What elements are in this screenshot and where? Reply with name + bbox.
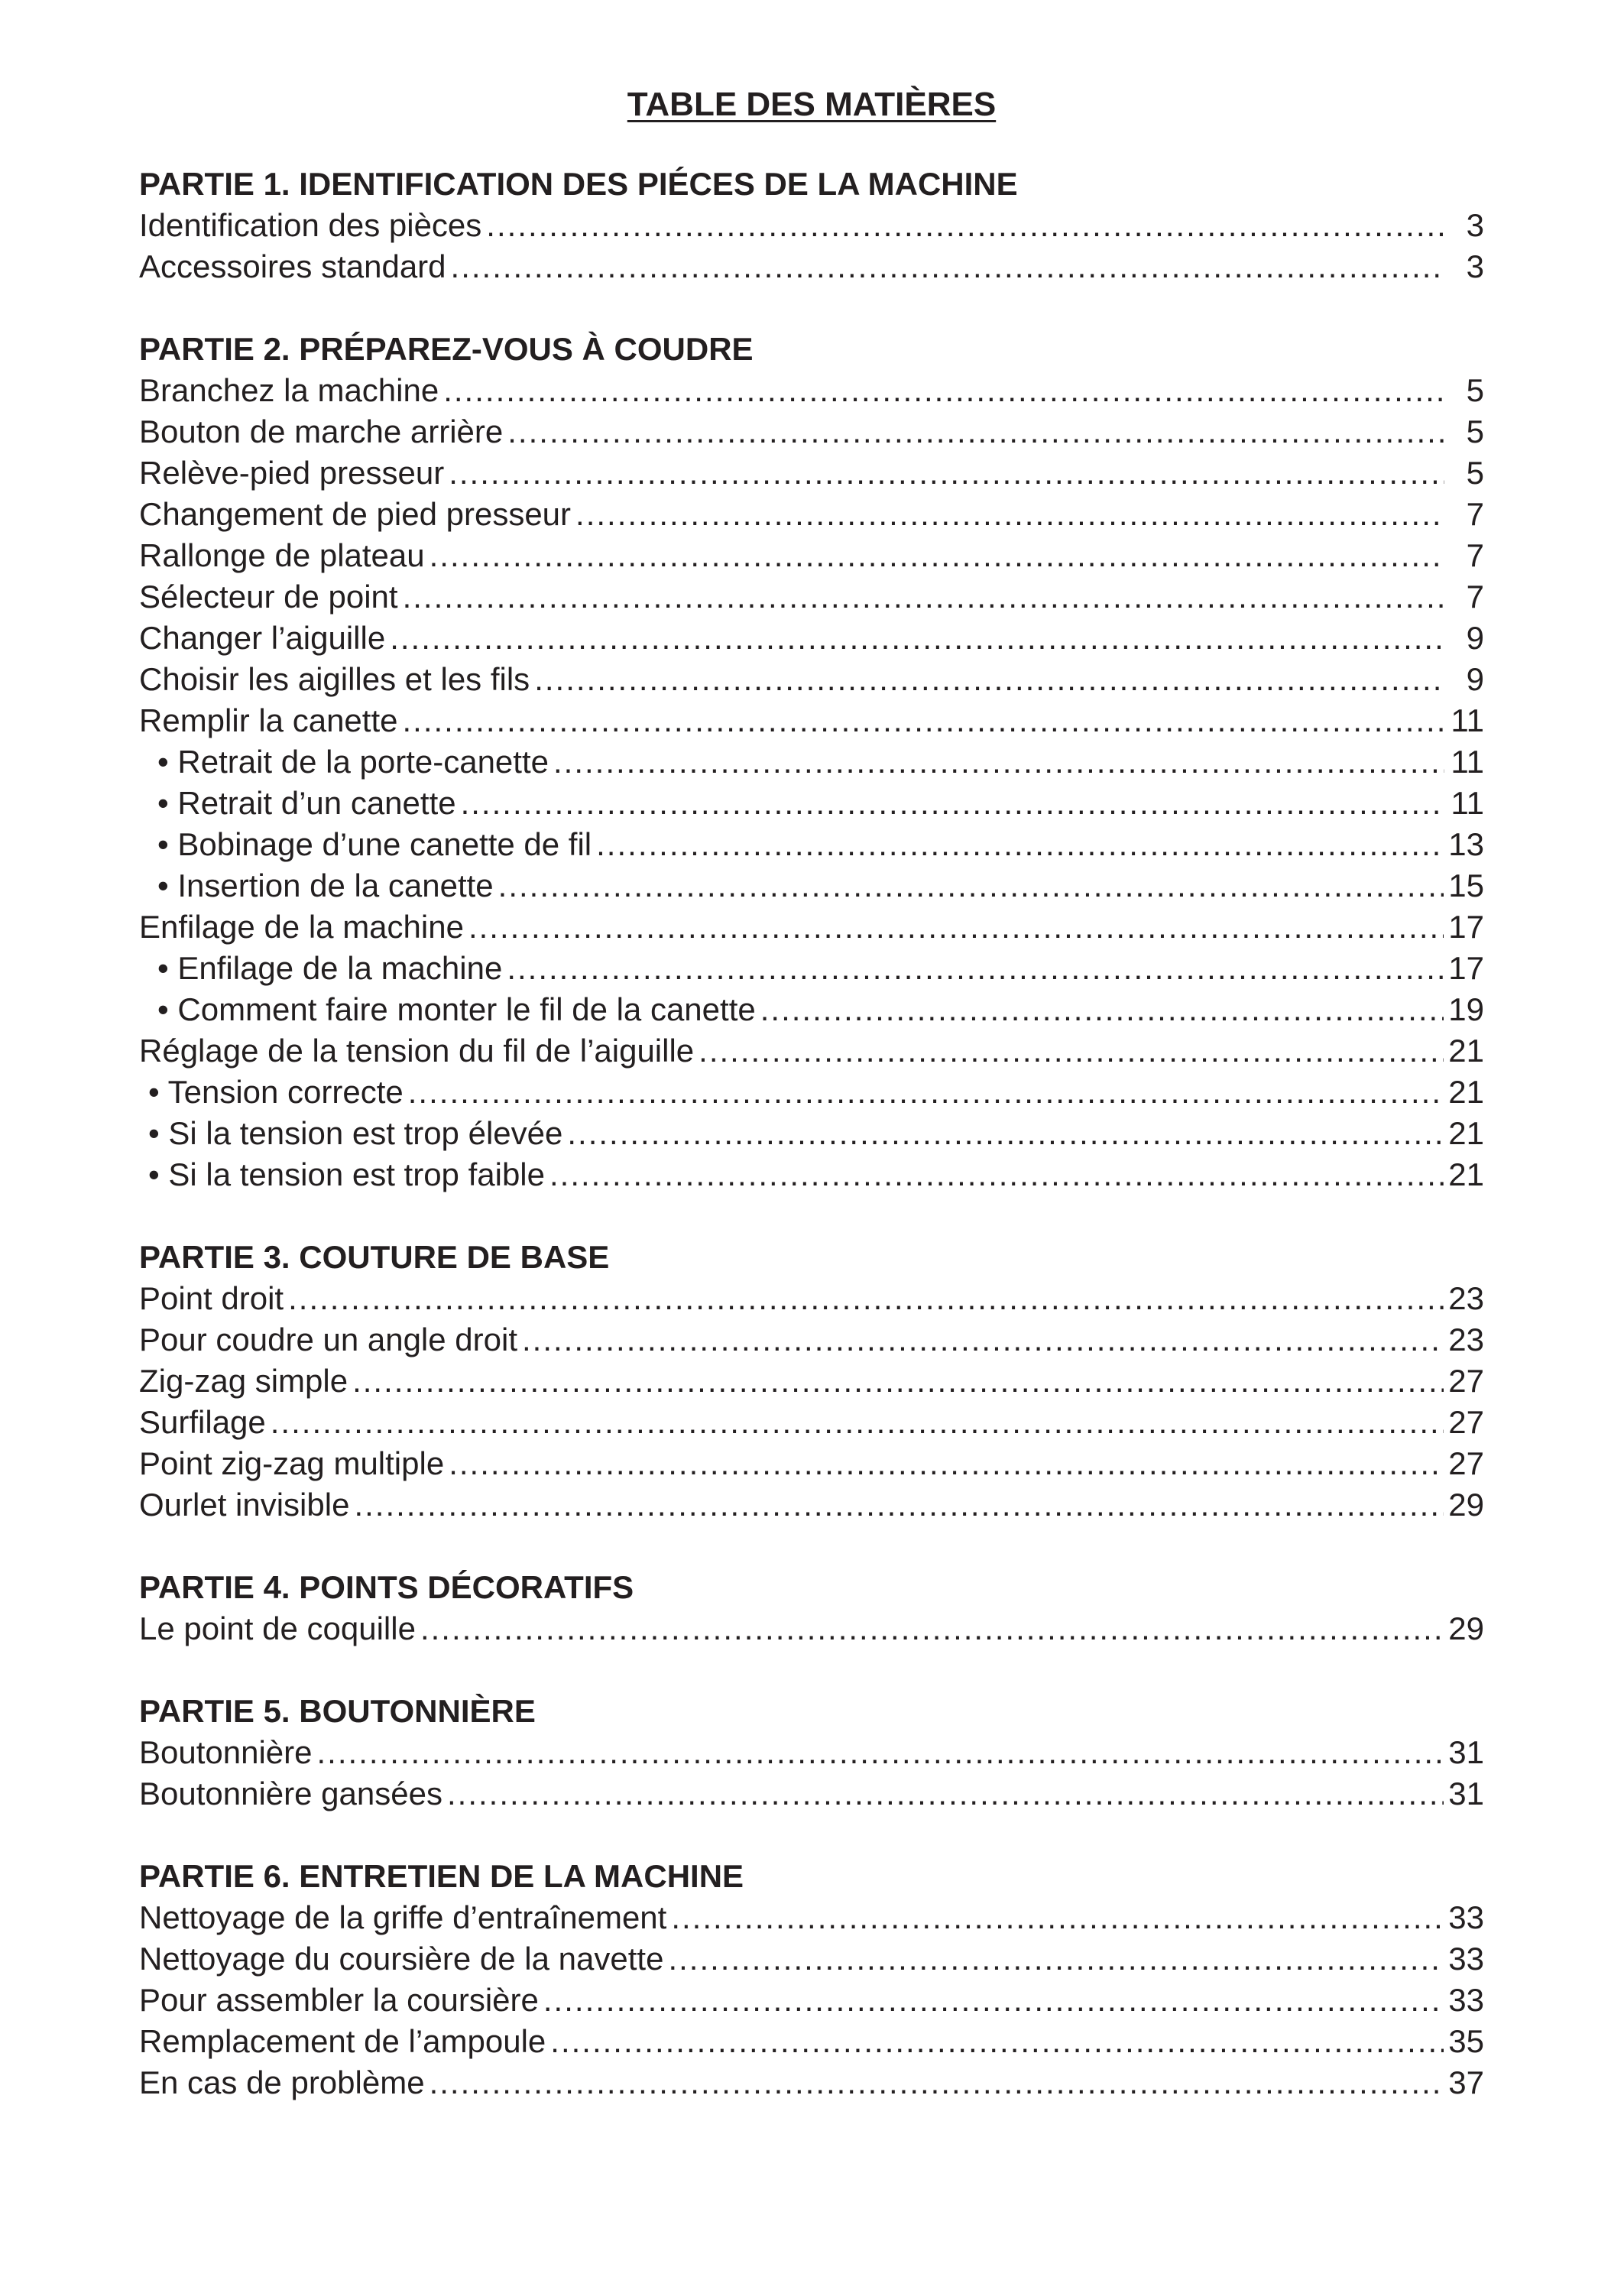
dot-leader (447, 1773, 1444, 1815)
toc-entry-label: • Retrait d’un canette (157, 785, 456, 821)
toc-entry-label: Accessoires standard (139, 248, 446, 284)
toc-entry-page-number: 9 (1466, 620, 1484, 656)
toc-entry-page-number: 35 (1448, 2023, 1484, 2059)
dot-leader (317, 1732, 1444, 1773)
toc-entry-page-number: 7 (1466, 579, 1484, 615)
toc-entry-label: • Bobinage d’une canette de fil (157, 826, 592, 862)
dot-leader (352, 1361, 1444, 1402)
dot-leader (449, 452, 1444, 494)
toc-entry-label: Boutonnière (139, 1734, 313, 1770)
dot-leader (507, 411, 1444, 452)
toc-entry-page-number: 9 (1466, 661, 1484, 697)
toc-entry-page-number: 17 (1448, 909, 1484, 945)
dot-leader (461, 783, 1444, 824)
page-title: TABLE DES MATIÈRES (627, 86, 997, 123)
toc-entry (139, 1402, 1484, 1443)
dot-leader (430, 2062, 1444, 2103)
section-heading: PARTIE 4. POINTS DÉCORATIFS (139, 1569, 634, 1605)
toc-entry-page-number: 31 (1448, 1776, 1484, 1811)
dot-leader (451, 246, 1444, 287)
toc-entry-page-number: 7 (1466, 537, 1484, 573)
dot-leader (550, 2021, 1444, 2062)
toc-section (139, 164, 1484, 287)
section-heading: PARTIE 1. IDENTIFICATION DES PIÉCES DE LA MACHINE (139, 166, 1018, 202)
dot-leader (443, 370, 1444, 411)
dot-leader (403, 576, 1444, 618)
toc-entry (139, 700, 1484, 741)
toc-entry-label: Point zig-zag multiple (139, 1445, 445, 1481)
toc-entry-label: Surfilage (139, 1404, 266, 1440)
section-heading: PARTIE 3. COUTURE DE BASE (139, 1239, 610, 1275)
toc-entry (139, 1113, 1484, 1154)
toc-entry-label: Ourlet invisible (139, 1487, 350, 1523)
toc-section (139, 1567, 1484, 1649)
toc-entry (139, 741, 1484, 783)
toc-entry-label: Point droit (139, 1280, 284, 1316)
toc-entry-label: Changer l’aiguille (139, 620, 386, 656)
toc-entry-page-number: 21 (1448, 1033, 1484, 1069)
dot-leader (420, 1608, 1444, 1649)
toc-section (139, 329, 1484, 1195)
dot-leader (760, 989, 1444, 1030)
toc-entry (139, 1608, 1484, 1649)
toc-entry (139, 1980, 1484, 2021)
toc-entry-label: Zig-zag simple (139, 1363, 348, 1399)
dot-leader (402, 700, 1444, 741)
toc-entry-label: • Enfilage de la machine (157, 950, 503, 986)
toc-entry (139, 1897, 1484, 1938)
toc-entry-label: Pour coudre un angle droit (139, 1322, 517, 1357)
dot-leader (671, 1897, 1444, 1938)
toc-entry-page-number: 37 (1448, 2064, 1484, 2100)
toc-entry-page-number: 5 (1466, 372, 1484, 408)
dot-leader (534, 659, 1444, 700)
toc-entry (139, 1154, 1484, 1195)
toc-entry (139, 989, 1484, 1030)
toc-entry-page-number: 15 (1448, 868, 1484, 903)
toc-entry-page-number: 33 (1448, 1982, 1484, 2018)
dot-leader (468, 906, 1444, 948)
toc-entry-label: Identification des pièces (139, 207, 482, 243)
toc-entry-page-number: 27 (1448, 1363, 1484, 1399)
toc-entry (139, 824, 1484, 865)
toc-entry-label: Nettoyage du coursière de la navette (139, 1941, 664, 1977)
toc-entry (139, 576, 1484, 618)
toc-entry-page-number: 7 (1466, 496, 1484, 532)
dot-leader (498, 865, 1444, 906)
section-heading: PARTIE 2. PRÉPAREZ-VOUS À COUDRE (139, 331, 754, 367)
toc-entry (139, 1938, 1484, 1980)
toc-entry-page-number: 19 (1448, 991, 1484, 1027)
toc-entry-page-number: 31 (1448, 1734, 1484, 1770)
toc-entry-label: En cas de problème (139, 2064, 425, 2100)
toc-entry (139, 411, 1484, 452)
toc-entry-label: Branchez la machine (139, 372, 439, 408)
toc-entry-label: Remplir la canette (139, 702, 398, 738)
toc-entry-page-number: 11 (1451, 744, 1484, 780)
toc-entry (139, 783, 1484, 824)
dot-leader (596, 824, 1444, 865)
toc-entry-page-number: 27 (1448, 1445, 1484, 1481)
dot-leader (522, 1319, 1444, 1361)
toc-entry-page-number: 3 (1466, 248, 1484, 284)
toc-entry-page-number: 21 (1448, 1156, 1484, 1192)
toc-entry (139, 1443, 1484, 1484)
toc-entry-page-number: 11 (1451, 702, 1484, 738)
toc-entry-page-number: 29 (1448, 1487, 1484, 1523)
toc-entry-label: Changement de pied presseur (139, 496, 572, 532)
toc-entry-label: Bouton de marche arrière (139, 414, 504, 449)
dot-leader (567, 1113, 1444, 1154)
table-of-contents (139, 164, 1484, 2103)
toc-entry (139, 1072, 1484, 1113)
toc-entry (139, 370, 1484, 411)
dot-leader (430, 535, 1444, 576)
toc-entry-label: Rallonge de plateau (139, 537, 425, 573)
document-page (139, 84, 1484, 2145)
toc-entry-label: Choisir les aigilles et les fils (139, 661, 530, 697)
toc-entry (139, 1732, 1484, 1773)
dot-leader (486, 205, 1444, 246)
toc-entry-page-number: 21 (1448, 1115, 1484, 1151)
toc-entry-label: Sélecteur de point (139, 579, 398, 615)
toc-entry-label: Boutonnière gansées (139, 1776, 442, 1811)
toc-entry (139, 1030, 1484, 1072)
dot-leader (449, 1443, 1444, 1484)
toc-entry-label: Pour assembler la coursière (139, 1982, 539, 2018)
toc-entry-label: Remplacement de l’ampoule (139, 2023, 546, 2059)
toc-entry-label: • Comment faire monter le fil de la canette (157, 991, 756, 1027)
toc-entry (139, 948, 1484, 989)
toc-entry (139, 2021, 1484, 2062)
toc-entry-label: • Si la tension est trop faible (148, 1156, 545, 1192)
toc-entry (139, 494, 1484, 535)
dot-leader (408, 1072, 1444, 1113)
toc-entry-page-number: 21 (1448, 1074, 1484, 1110)
toc-entry-page-number: 11 (1451, 785, 1484, 821)
toc-entry (139, 205, 1484, 246)
toc-entry-page-number: 3 (1466, 207, 1484, 243)
toc-entry (139, 1361, 1484, 1402)
toc-entry-page-number: 23 (1448, 1280, 1484, 1316)
toc-entry-label: Nettoyage de la griffe d’entraînement (139, 1899, 667, 1935)
dot-leader (390, 618, 1444, 659)
toc-entry-page-number: 5 (1466, 414, 1484, 449)
toc-entry-label: Réglage de la tension du fil de l’aiguille (139, 1033, 695, 1069)
section-heading: PARTIE 6. ENTRETIEN DE LA MACHINE (139, 1858, 744, 1894)
toc-entry (139, 246, 1484, 287)
toc-entry-label: Enfilage de la machine (139, 909, 464, 945)
toc-entry (139, 452, 1484, 494)
dot-leader (354, 1484, 1444, 1526)
toc-entry-page-number: 17 (1448, 950, 1484, 986)
toc-entry-label: • Tension correcte (148, 1074, 404, 1110)
toc-entry-page-number: 5 (1466, 455, 1484, 491)
toc-entry-label: • Retrait de la porte-canette (157, 744, 549, 780)
toc-entry (139, 1484, 1484, 1526)
toc-entry (139, 618, 1484, 659)
toc-entry-page-number: 23 (1448, 1322, 1484, 1357)
toc-section (139, 1856, 1484, 2103)
toc-entry-label: • Si la tension est trop élevée (148, 1115, 563, 1151)
dot-leader (699, 1030, 1444, 1072)
toc-entry (139, 1278, 1484, 1319)
dot-leader (543, 1980, 1444, 2021)
toc-entry-page-number: 27 (1448, 1404, 1484, 1440)
dot-leader (271, 1402, 1444, 1443)
toc-entry-page-number: 13 (1448, 826, 1484, 862)
dot-leader (288, 1278, 1444, 1319)
toc-section (139, 1237, 1484, 1526)
toc-entry (139, 535, 1484, 576)
dot-leader (549, 1154, 1444, 1195)
toc-entry-page-number: 29 (1448, 1610, 1484, 1646)
toc-section (139, 1691, 1484, 1815)
dot-leader (575, 494, 1444, 535)
toc-entry-label: • Insertion de la canette (157, 868, 494, 903)
toc-entry (139, 659, 1484, 700)
toc-entry-label: Relève-pied presseur (139, 455, 445, 491)
toc-entry-label: Le point de coquille (139, 1610, 416, 1646)
toc-entry (139, 1773, 1484, 1815)
toc-entry (139, 906, 1484, 948)
dot-leader (553, 741, 1444, 783)
section-heading: PARTIE 5. BOUTONNIÈRE (139, 1693, 536, 1729)
toc-entry-page-number: 33 (1448, 1941, 1484, 1977)
toc-entry-page-number: 33 (1448, 1899, 1484, 1935)
toc-entry (139, 1319, 1484, 1361)
dot-leader (668, 1938, 1444, 1980)
toc-entry (139, 2062, 1484, 2103)
toc-entry (139, 865, 1484, 906)
dot-leader (507, 948, 1444, 989)
